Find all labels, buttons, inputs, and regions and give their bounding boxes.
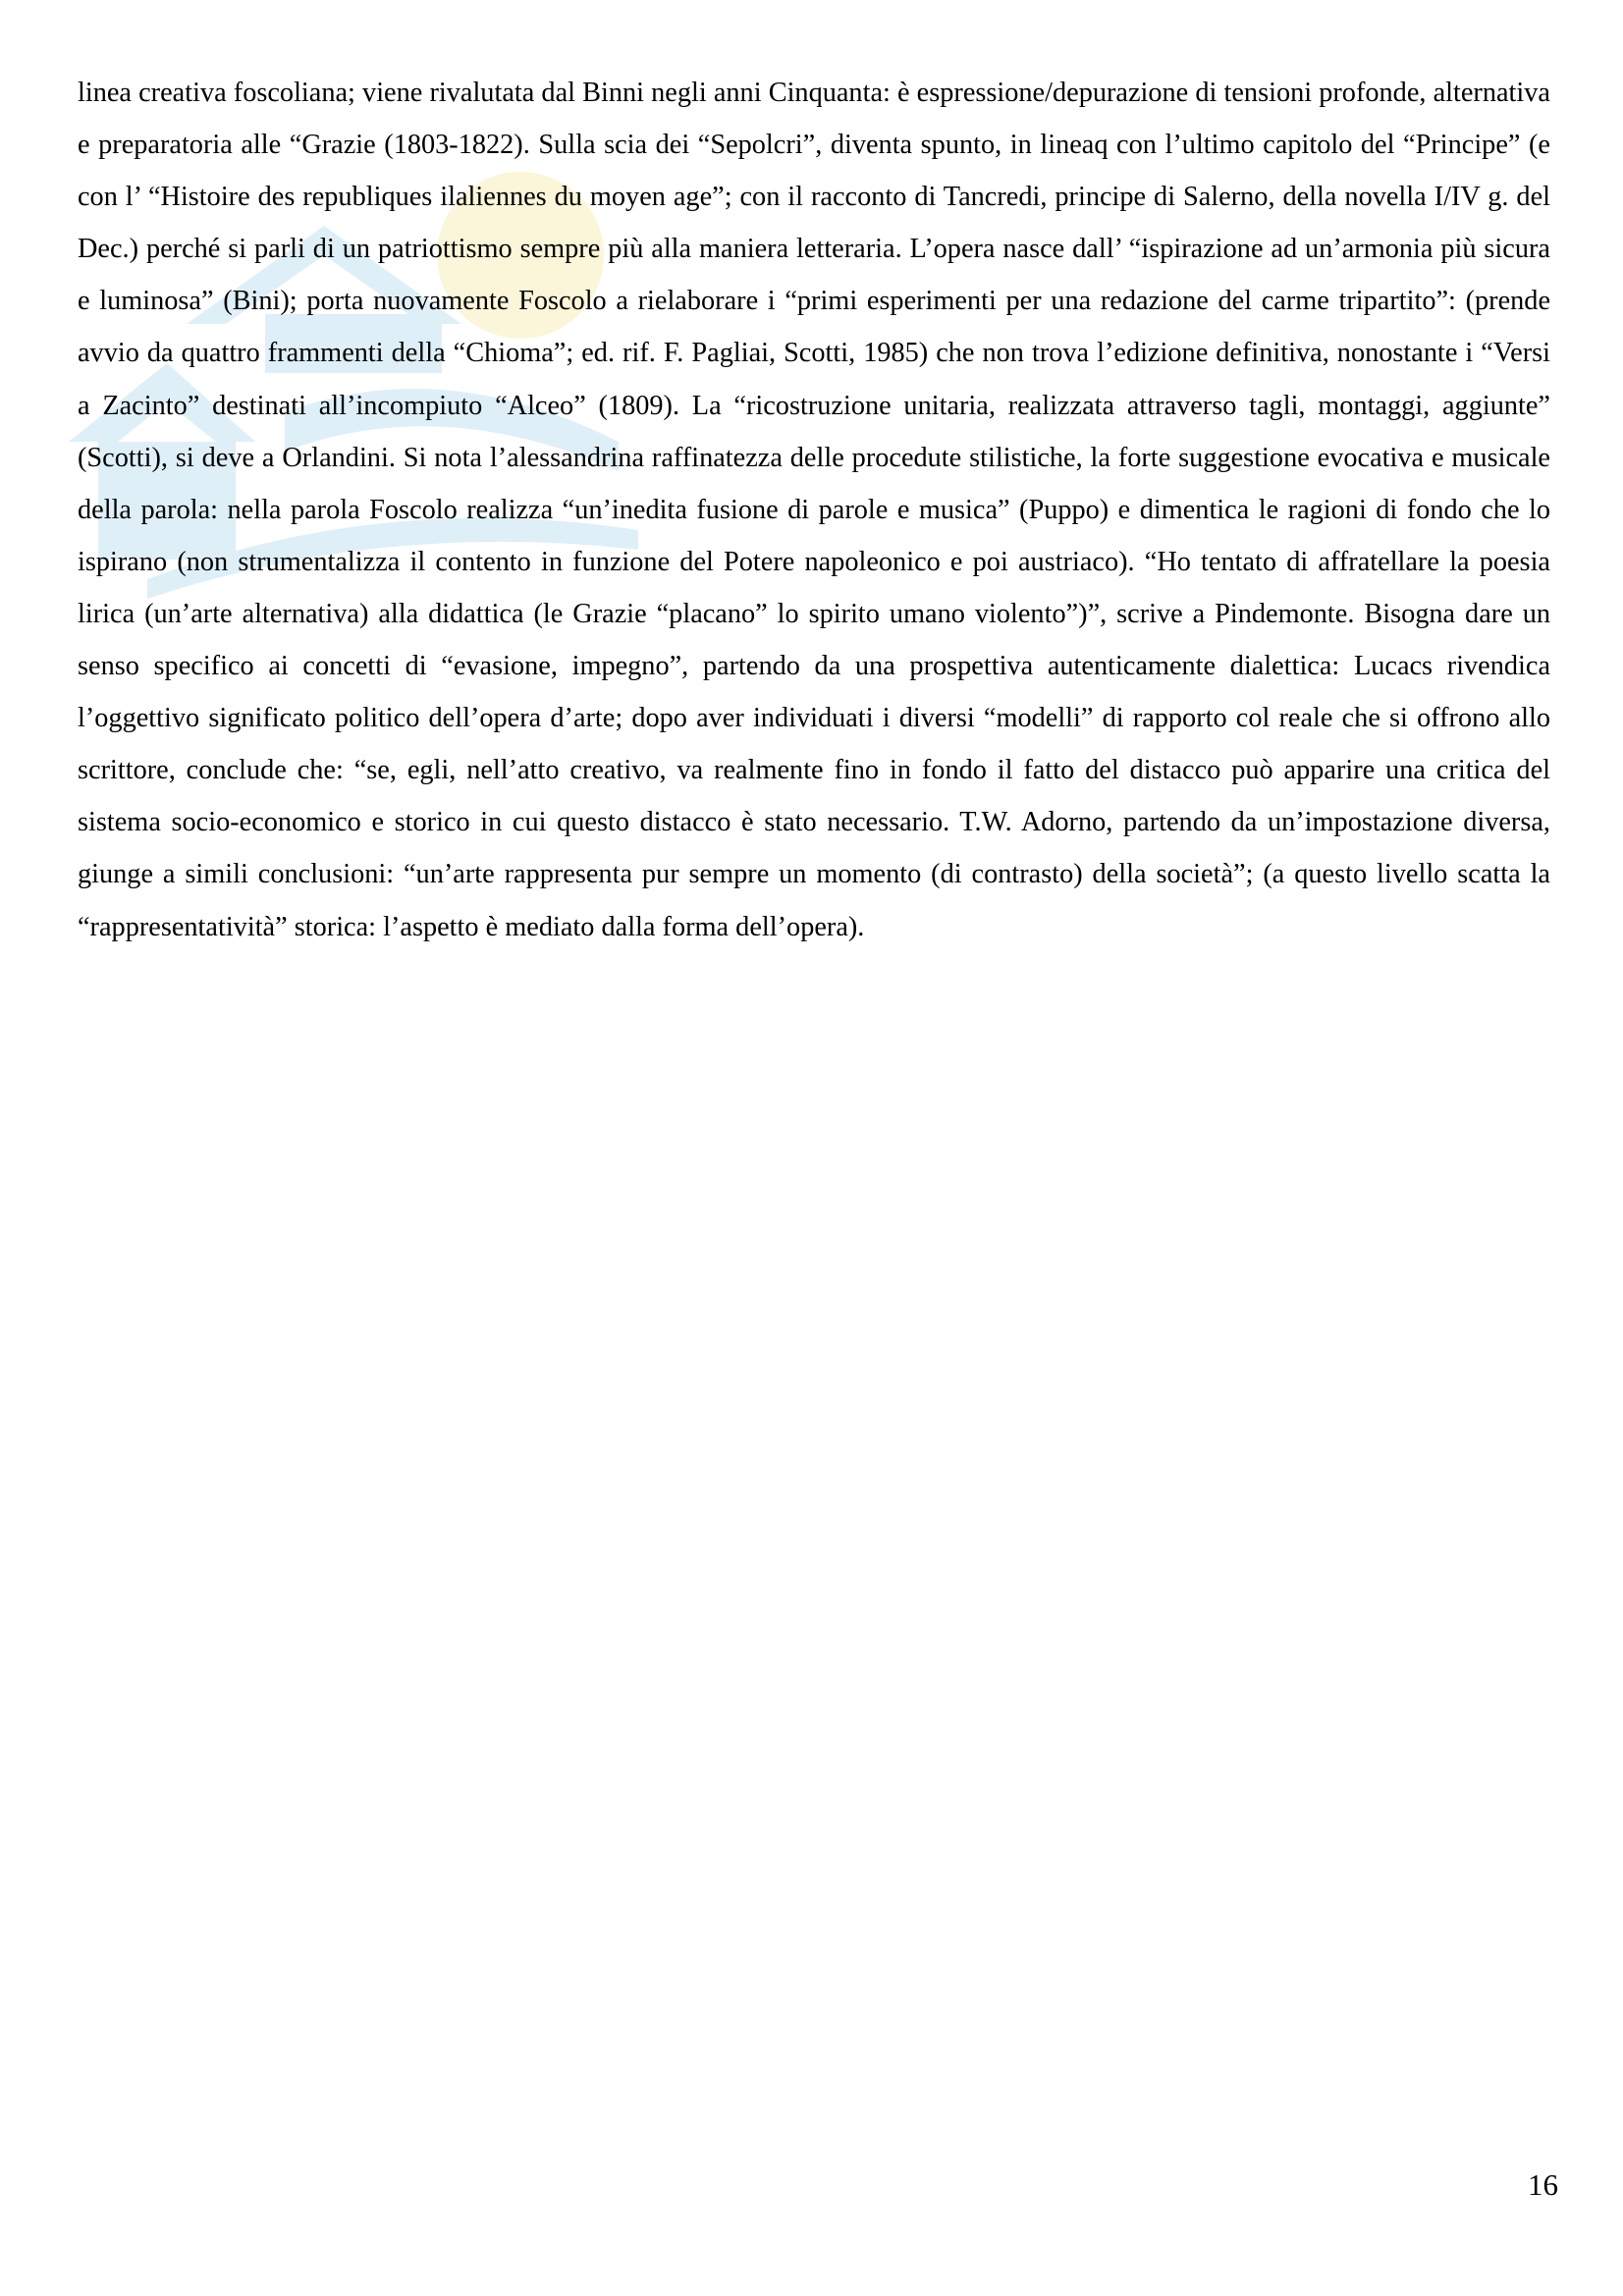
page-number: 16 — [1528, 2167, 1558, 2202]
body-paragraph: linea creativa foscoliana; viene rivalutata dal Binni negli anni Cinquanta: è espressione/depurazione di tensioni profonde, alternativa e preparatoria alle “Grazie (1803-1822). Sulla scia dei “Sepolcri”, diventa spunto, in lineaq con l’ultimo capitolo del “Principe” (e con l’ “Histoire des republiques ilaliennes du moyen age”; con il racconto di Tancredi, principe di Salerno, della novella I/IV g. del Dec.) perché si parli di un patriottismo sempre più alla maniera letteraria. L’opera nasce dall’ “ispirazione ad un’armonia più sicura e luminosa” (Bini); porta nuovamente Foscolo a rielaborare i “primi esperimenti per una redazione del carme tripartito”: (prende avvio da quattro frammenti della “Chioma”; ed. rif. F. Pagliai, Scotti, 1985) che non trova l’edizione definitiva, nonostante i “Versi a Zacinto” destinati all’incompiuto “Alceo” (1809). La “ricostruzione unitaria, realizzata attraverso tagli, montaggi, aggiunte” (Scotti), si deve a Orlandini. Si nota l’alessandrina raffinatezza delle procedute stilistiche, la forte suggestione evocativa e musicale della parola: nella parola Foscolo realizza “un’inedita fusione di parole e musica” (Puppo) e dimentica le ragioni di fondo che lo ispirano (non strumentalizza il contento in funzione del Potere napoleonico e poi austriaco). “Ho tentato di affratellare la poesia lirica (un’arte alternativa) alla didattica (le Grazie “placano” lo spirito umano violento”)”, scrive a Pindemonte. Bisogna dare un senso specifico ai concetti di “evasione, impegno”, partendo da una prospettiva autenticamente dialettica: Lucacs rivendica l’oggettivo significato politico dell’opera d’arte; dopo aver individuati i diversi “modelli” di rapporto col reale che si offrono allo scrittore, conclude che: “se, egli, nell’atto creativo, va realmente fino in fondo il fatto del distacco può apparire una critica del sistema socio-economico e storico in cui questo distacco è stato necessario. T.W. Adorno, partendo da un’impostazione diversa, giunge a simili conclusioni: “un’arte rappresenta pur sempre un momento (di contrasto) della società”; (a questo livello scatta la “rappresentatività” storica: l’aspetto è mediato dalla forma dell’opera). — [78, 78, 1550, 942]
